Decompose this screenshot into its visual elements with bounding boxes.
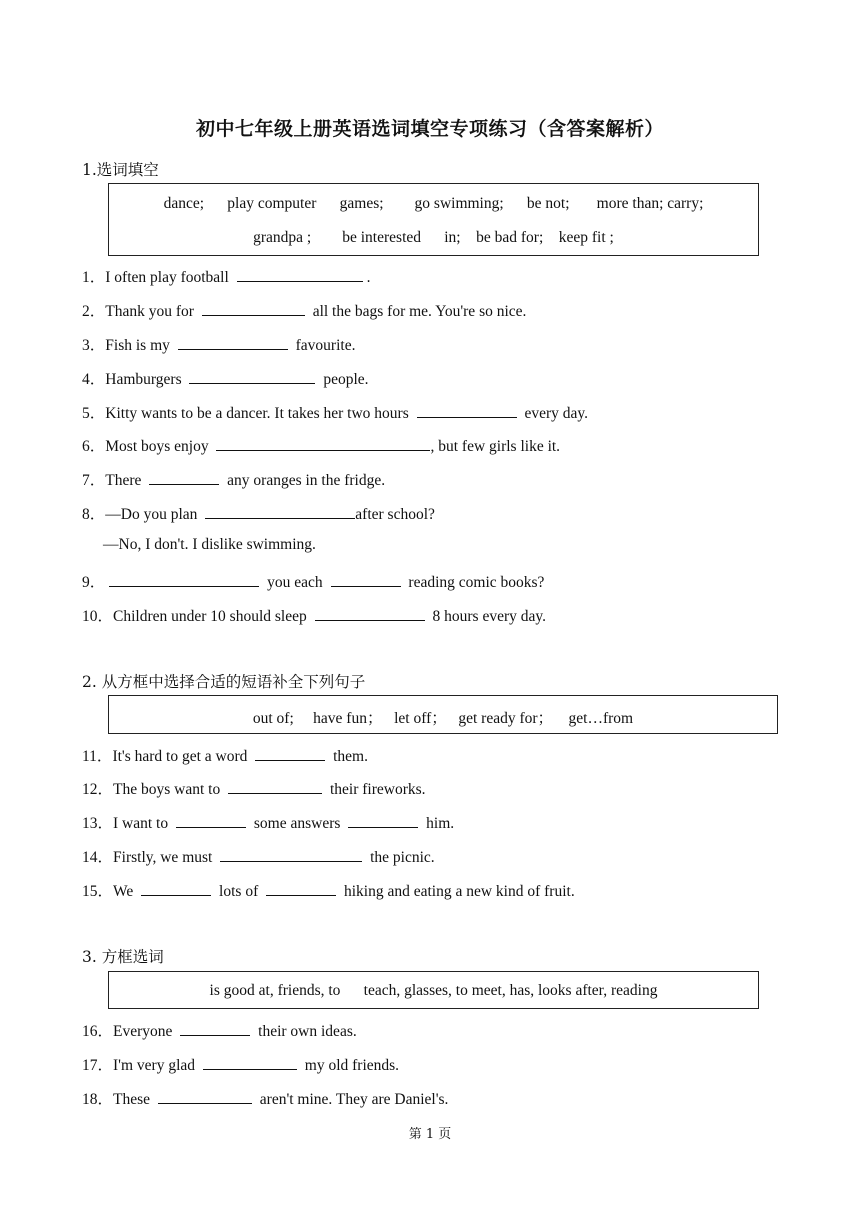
- answer-blank[interactable]: [178, 335, 288, 350]
- question-8-reply: —No, I don't. I dislike swimming.: [103, 536, 316, 553]
- word-box: [108, 695, 778, 734]
- question-3: 3．Fish is my favourite.: [82, 337, 356, 354]
- word-box-line: dance; play computer games; go swimming; be not; more than; carry;: [163, 195, 704, 212]
- answer-blank[interactable]: [220, 847, 362, 862]
- question-8: 8．—Do you plan after school?: [82, 506, 435, 523]
- answer-blank[interactable]: [348, 813, 418, 828]
- answer-blank[interactable]: [237, 267, 363, 282]
- answer-blank[interactable]: [189, 369, 315, 384]
- question-18: 18．These aren't mine. They are Daniel's.: [82, 1091, 449, 1108]
- question-1: 1．I often play football .: [82, 269, 371, 286]
- section-heading: 3. 方框选词: [82, 948, 164, 966]
- question-14: 14．Firstly, we must the picnic.: [82, 849, 435, 866]
- question-16: 16．Everyone their own ideas.: [82, 1023, 357, 1040]
- question-9: 9． you each reading comic books?: [82, 574, 545, 591]
- question-2: 2．Thank you for all the bags for me. You're so nice.: [82, 303, 527, 320]
- answer-blank[interactable]: [228, 779, 322, 794]
- answer-blank[interactable]: [149, 470, 219, 485]
- word-box-line: out of; have fun； let off； get ready for； get…from: [252, 710, 634, 727]
- answer-blank[interactable]: [205, 504, 355, 519]
- answer-blank[interactable]: [203, 1055, 297, 1070]
- word-box-line: is good at, friends, to teach, glasses, to meet, has, looks after, reading: [209, 982, 658, 999]
- section-heading: 1.选词填空: [82, 161, 159, 179]
- answer-blank[interactable]: [141, 881, 211, 896]
- answer-blank[interactable]: [255, 746, 325, 761]
- answer-blank[interactable]: [216, 436, 430, 451]
- question-15: 15．We lots of hiking and eating a new kind of fruit.: [82, 883, 575, 900]
- word-box: [108, 971, 759, 1009]
- answer-blank[interactable]: [266, 881, 336, 896]
- question-4: 4．Hamburgers people.: [82, 371, 369, 388]
- question-12: 12．The boys want to their fireworks.: [82, 781, 426, 798]
- answer-blank[interactable]: [180, 1021, 250, 1036]
- answer-blank[interactable]: [315, 606, 425, 621]
- answer-blank[interactable]: [158, 1089, 252, 1104]
- answer-blank[interactable]: [202, 301, 305, 316]
- answer-blank[interactable]: [176, 813, 246, 828]
- question-6: 6．Most boys enjoy , but few girls like it.: [82, 438, 561, 455]
- question-13: 13．I want to some answers him.: [82, 815, 455, 832]
- question-17: 17．I'm very glad my old friends.: [82, 1057, 400, 1074]
- page-number: 第 1 页: [408, 1127, 452, 1142]
- question-11: 11．It's hard to get a word them.: [82, 748, 368, 765]
- question-10: 10．Children under 10 should sleep 8 hours every day.: [82, 608, 546, 625]
- section-heading: 2. 从方框中选择合适的短语补全下列句子: [82, 673, 366, 691]
- question-5: 5．Kitty wants to be a dancer. It takes her two hours every day.: [82, 405, 589, 422]
- answer-blank[interactable]: [331, 572, 401, 587]
- question-7: 7．There any oranges in the fridge.: [82, 472, 386, 489]
- answer-blank[interactable]: [109, 572, 259, 587]
- page-title: 初中七年级上册英语选词填空专项练习（含答案解析）: [195, 118, 664, 140]
- answer-blank[interactable]: [417, 403, 517, 418]
- word-box: [108, 183, 759, 256]
- word-box-line: grandpa ; be interested in; be bad for; keep fit ;: [253, 229, 614, 246]
